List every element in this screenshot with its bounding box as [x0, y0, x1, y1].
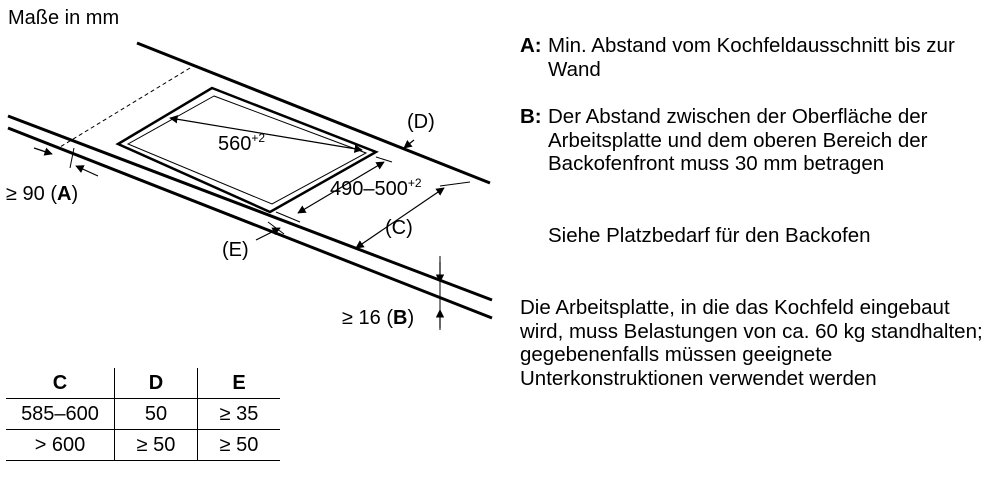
worktop-back-edge [137, 43, 490, 183]
note-a-key: A: [520, 34, 542, 57]
table-cell: > 600 [6, 430, 115, 461]
note-b-text: Der Abstand zwischen der Oberfläche der Arbeitsplatte und dem oberen Bereich der Backofenfront muss 30 mm betragen [548, 105, 928, 175]
wall-projection-dashed [60, 68, 190, 147]
label-b-suffix: ) [407, 307, 415, 329]
label-d: (D) [407, 111, 435, 133]
label-a-prefix: ≥ 90 ( [6, 183, 57, 205]
dimension-table [6, 368, 280, 461]
table-header-e: E [198, 368, 281, 399]
d-dimension-arrow [404, 140, 414, 148]
label-a-suffix: ) [71, 183, 79, 205]
table-cell: 50 [115, 399, 198, 430]
a-dimension-arrow [34, 148, 52, 154]
note-a [520, 34, 990, 81]
table-header-row [6, 368, 280, 399]
note-b-key: B: [520, 105, 542, 128]
label-b-prefix: ≥ 16 ( [342, 307, 393, 329]
depth-extension-line-1 [376, 157, 392, 162]
note-a-text: Min. Abstand vom Kochfeldausschnitt bis zur Wand [548, 34, 955, 81]
cutout-depth-label [330, 176, 422, 200]
label-a-key: A [57, 183, 72, 205]
table-cell: ≥ 35 [198, 399, 281, 430]
cutout-depth-value: 490–500 [330, 178, 408, 200]
note-b [520, 105, 990, 176]
label-c: (C) [385, 217, 413, 239]
units-label: Maße in mm [8, 7, 120, 29]
table-cell: ≥ 50 [198, 430, 281, 461]
label-b [342, 307, 414, 329]
cutout-depth-tolerance: +2 [407, 176, 422, 190]
note-load-capacity: Die Arbeitsplatte, in die das Kochfeld eingebaut wird, muss Belastungen von ca. 60 kg standhalten; gegebenenfalls müssen geeignete Unterkonstruktionen verwendet werden [520, 296, 983, 390]
table-cell: ≥ 50 [115, 430, 198, 461]
label-e: (E) [222, 239, 249, 261]
depth-extension-line-3 [440, 182, 470, 186]
label-a [6, 183, 78, 205]
cutout-width-tolerance: +2 [251, 131, 266, 145]
table-row [6, 399, 280, 430]
table-row [6, 430, 280, 461]
label-b-key: B [393, 307, 408, 329]
a-dimension-arrow-2 [76, 166, 98, 176]
table-header-d: D [115, 368, 198, 399]
note-see-oven: Siehe Platzbedarf für den Backofen [548, 224, 871, 247]
table-header-c: C [6, 368, 115, 399]
cutout-width-value: 560 [218, 133, 252, 155]
table-cell: 585–600 [6, 399, 115, 430]
cutout-width-label [218, 131, 265, 155]
